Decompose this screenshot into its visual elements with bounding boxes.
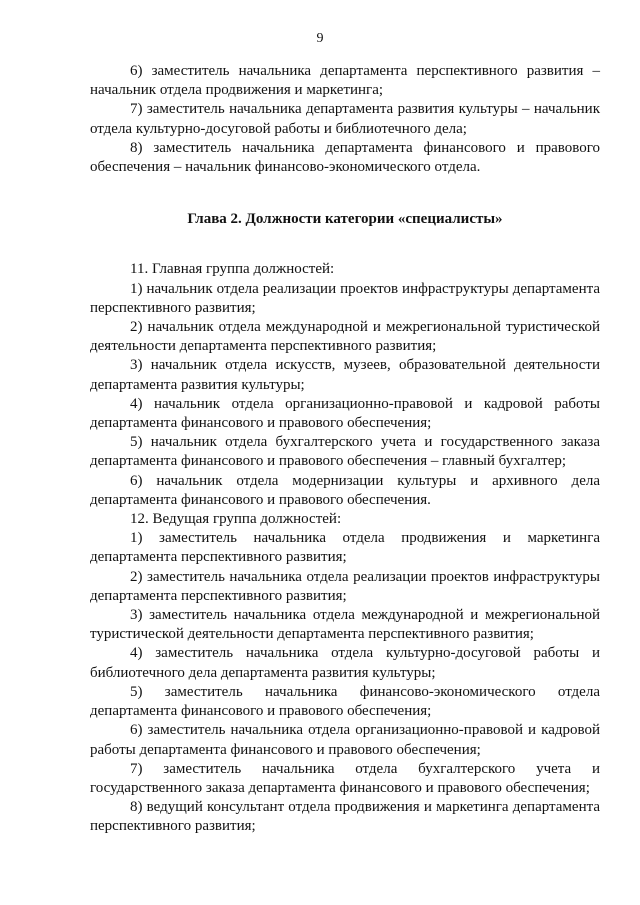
leading-group-section (90, 510, 600, 836)
list-item: 1) заместитель начальника отдела продвижения и маркетинга департамента перспективного развития; (90, 530, 600, 566)
list-item: 3) заместитель начальника отдела международной и межрегиональной туристической деятельности департамента перспективного развития; (90, 607, 600, 643)
list-item: 4) заместитель начальника отдела культурно-досуговой работы и библиотечного дела департамента развития культуры; (90, 645, 600, 681)
list-item: 2) заместитель начальника отдела реализации проектов инфраструктуры департамента перспективного развития; (90, 568, 600, 604)
list-item: 6) начальник отдела модернизации культуры и архивного дела департамента финансового и правового обеспечения. (90, 472, 600, 508)
list-item: 6) заместитель начальника отдела организационно-правовой и кадровой работы департамента финансового и правового обеспечения; (90, 722, 600, 758)
group-title: 11. Главная группа должностей: (130, 261, 335, 278)
top-list (90, 62, 600, 177)
list-item: 5) начальник отдела бухгалтерского учета и государственного заказа департамента финансового и правового обеспечения – главный бухгалтер; (90, 434, 600, 470)
chapter-title: Глава 2. Должности категории «специалисты» (187, 211, 503, 228)
list-item: 8) заместитель начальника департамента финансового и правового обеспечения – начальник финансово-экономического отдела. (90, 139, 600, 176)
list-item: 1) начальник отдела реализации проектов инфраструктуры департамента перспективного развития; (90, 280, 600, 316)
group-title: 12. Ведущая группа должностей: (130, 511, 342, 528)
list-item: 7) заместитель начальника отдела бухгалтерского учета и государственного заказа департамента финансового и правового обеспечения; (90, 760, 600, 796)
document-body (90, 62, 600, 837)
list-item: 2) начальник отдела международной и межрегиональной туристической деятельности департамента перспективного развития; (90, 319, 600, 355)
list-item: 4) начальник отдела организационно-правовой и кадровой работы департамента финансового и правового обеспечения; (90, 395, 600, 432)
list-item: 7) заместитель начальника департамента развития культуры – начальник отдела культурно-досуговой работы и библиотечного дела; (90, 101, 600, 137)
list-item: 5) заместитель начальника финансово-экономического отдела департамента финансового и правового обеспечения; (90, 683, 600, 720)
list-item: 8) ведущий консультант отдела продвижения и маркетинга департамента перспективного развития; (90, 799, 600, 835)
list-item: 6) заместитель начальника департамента перспективного развития – начальник отдела продвижения и маркетинга; (90, 63, 600, 99)
page-number: 9 (316, 31, 324, 46)
main-group-section (90, 260, 600, 510)
list-item: 3) начальник отдела искусств, музеев, образовательной деятельности департамента развития культуры; (90, 357, 600, 393)
